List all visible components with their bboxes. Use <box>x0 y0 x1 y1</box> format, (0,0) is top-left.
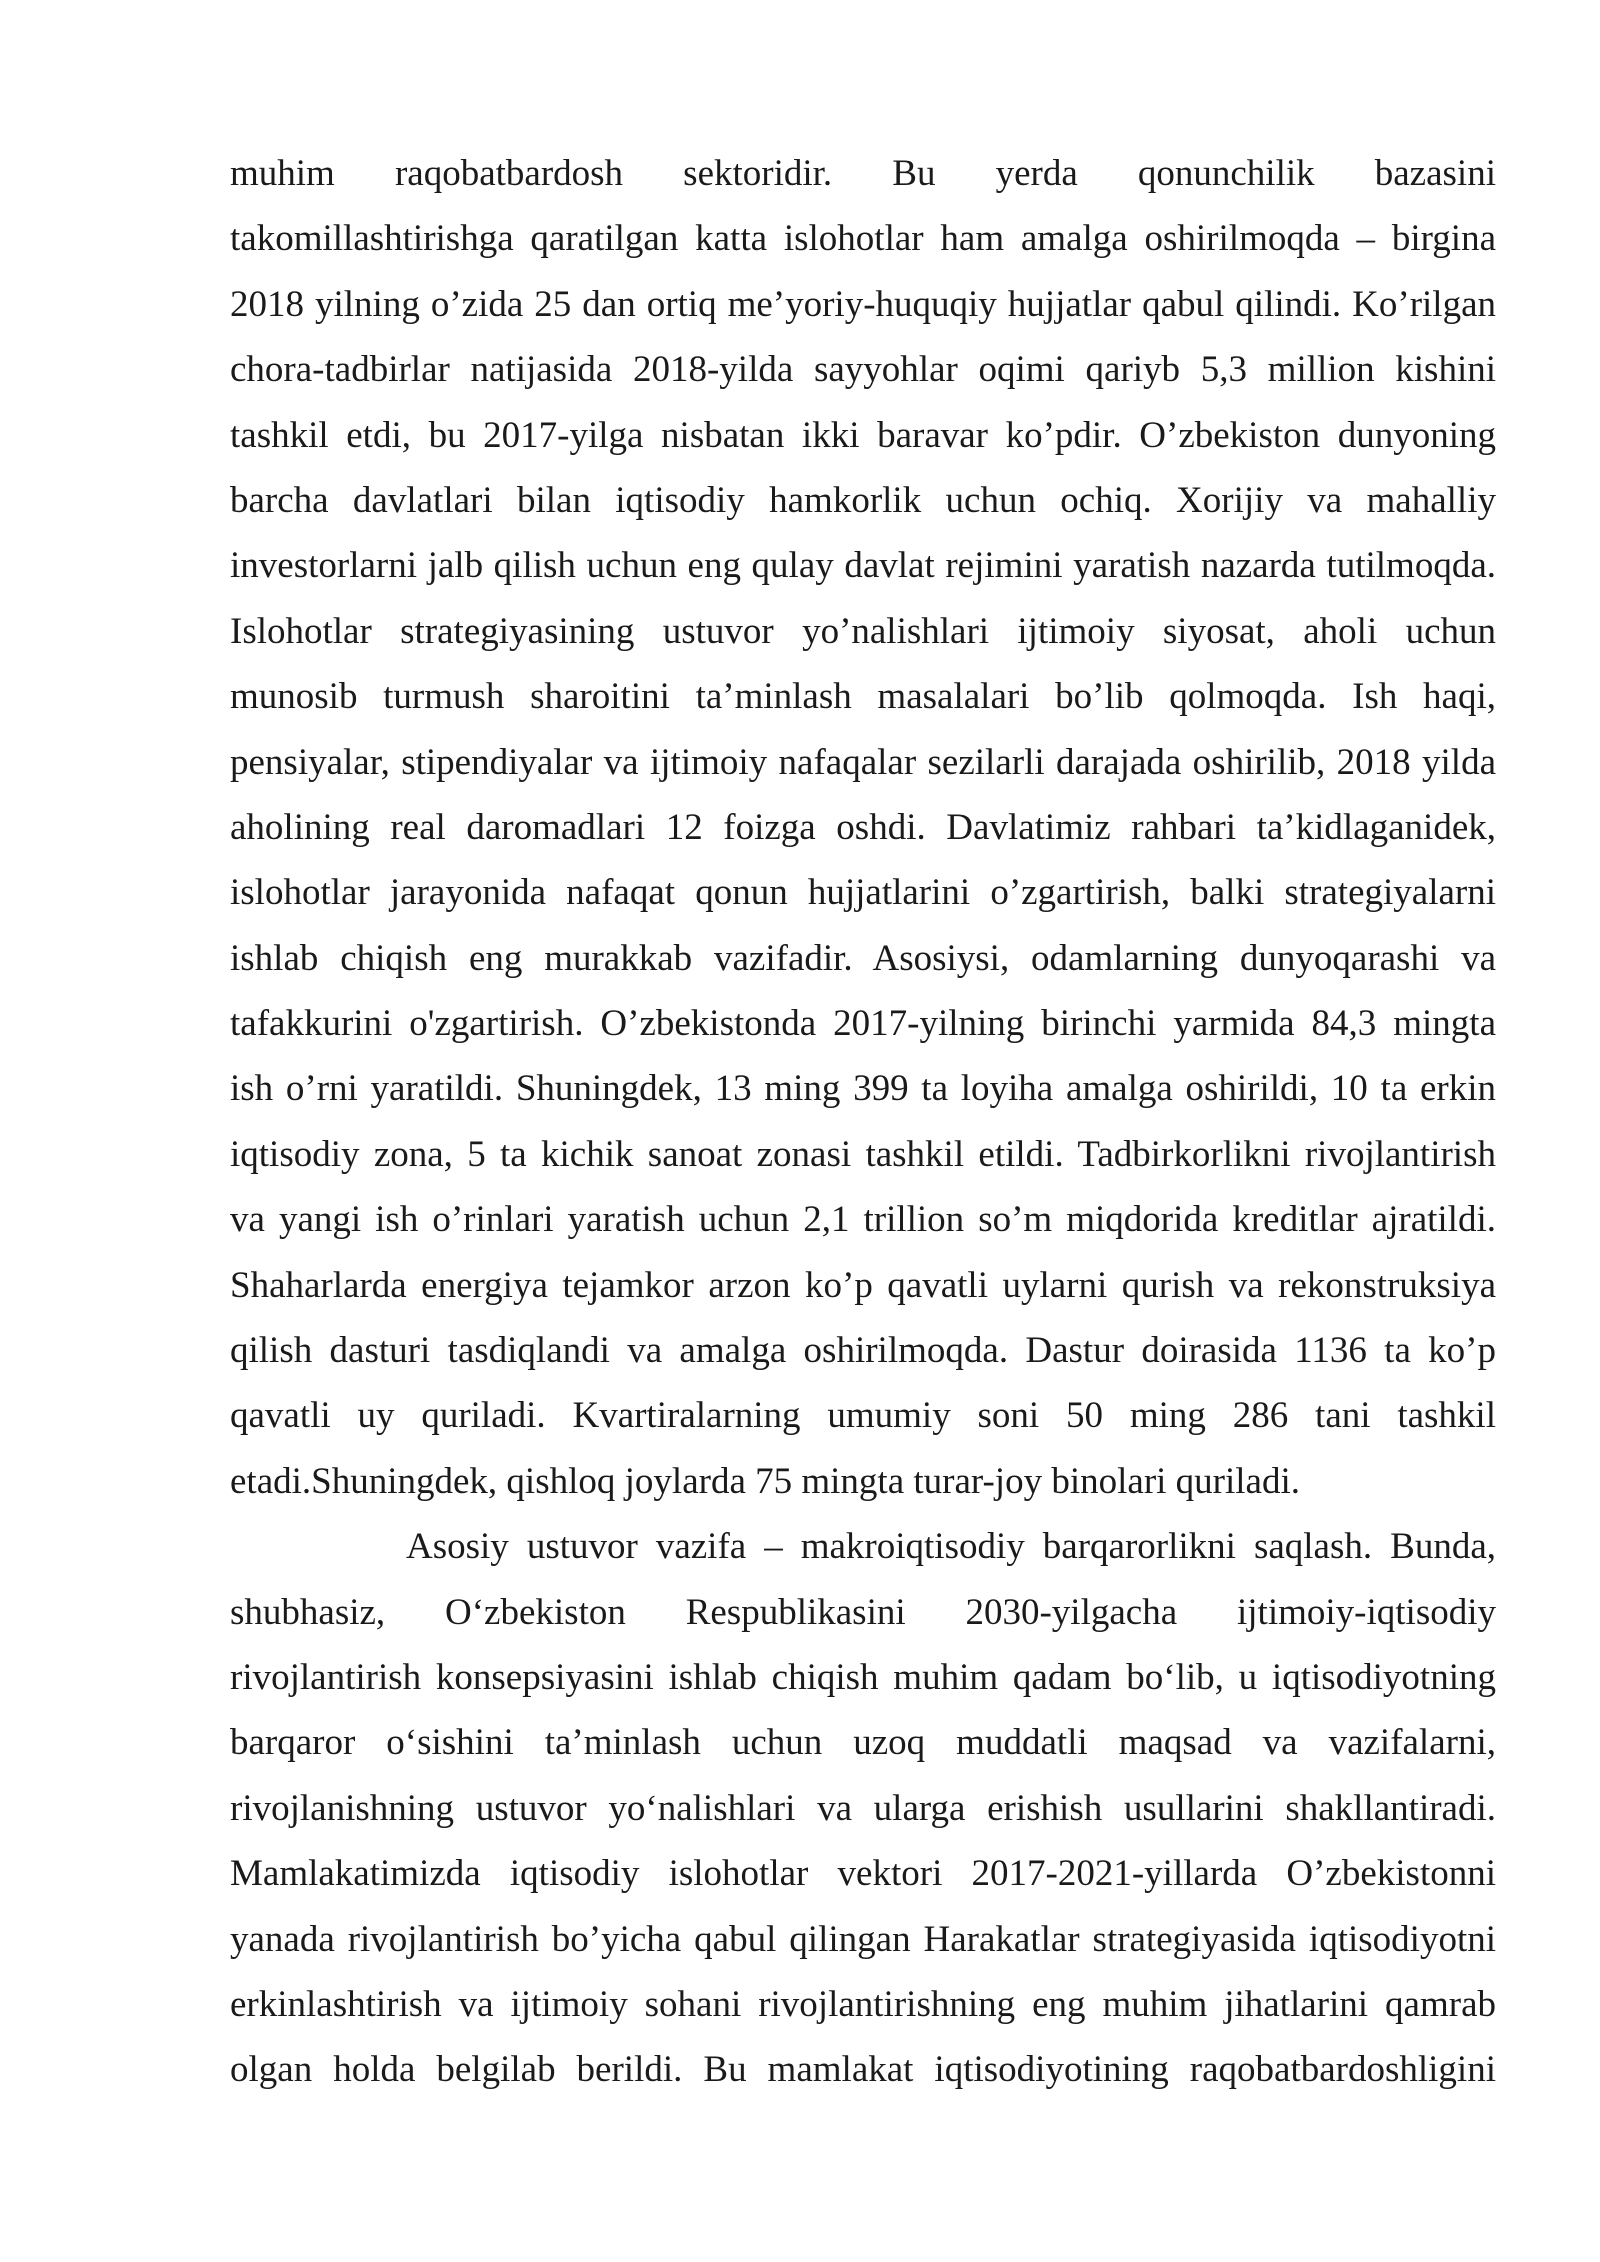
text-line: va yangi ish o’rinlari yaratish uchun 2,1 trillion so’m miqdorida kreditlar ajratildi. <box>230 1199 1496 1241</box>
text-line: investorlarni jalb qilish uchun eng qulay davlat rejimini yaratish nazarda tutilmoqda. <box>230 545 1496 587</box>
text-line: qilish dasturi tasdiqlandi va amalga oshirilmoqda. Dastur doirasida 1136 ta ko’p <box>230 1330 1496 1372</box>
text-line: yanada rivojlantirish bo’yicha qabul qilingan Harakatlar strategiyasida iqtisodiyotni <box>230 1918 1496 1960</box>
text-line: Islohotlar strategiyasining ustuvor yo’nalishlari ijtimoiy siyosat, aholi uchun <box>230 610 1496 652</box>
text-line: olgan holda belgilab berildi. Bu mamlakat iqtisodiyotining raqobatbardoshligini <box>230 2049 1496 2091</box>
text-line: Shaharlarda energiya tejamkor arzon ko’p qavatli uylarni qurish va rekonstruksiya <box>230 1264 1496 1306</box>
text-line: qavatli uy quriladi. Kvartiralarning umumiy soni 50 ming 286 tani tashkil <box>230 1395 1496 1437</box>
text-line: munosib turmush sharoitini ta’minlash masalalari bo’lib qolmoqda. Ish haqi, <box>230 676 1496 718</box>
text-line: iqtisodiy zona, 5 ta kichik sanoat zonasi tashkil etildi. Tadbirkorlikni rivojlantirish <box>230 1133 1496 1175</box>
text-line-indented: Asosiy ustuvor vazifa – makroiqtisodiy barqarorlikni saqlash. Bunda, <box>406 1526 1496 1568</box>
text-line: erkinlashtirish va ijtimoiy sohani rivojlantirishning eng muhim jihatlarini qamrab <box>230 1983 1496 2025</box>
paragraph-1 <box>230 141 1496 1514</box>
text-line-paragraph-end: etadi.Shuningdek, qishloq joylarda 75 mingta turar-joy binolari quriladi. <box>230 1460 1301 1502</box>
text-line: Mamlakatimizda iqtisodiy islohotlar vektori 2017-2021-yillarda O’zbekistonni <box>230 1853 1496 1895</box>
text-line: tafakkurini o'zgartirish. O’zbekistonda 2017-yilning birinchi yarmida 84,3 mingta <box>230 1003 1496 1045</box>
text-line: muhim raqobatbardosh sektoridir. Bu yerda qonunchilik bazasini <box>230 153 1496 194</box>
text-line: rivojlantirish konsepsiyasini ishlab chiqish muhim qadam bo‘lib, u iqtisodiyotning <box>230 1656 1496 1698</box>
text-line: barqaror o‘sishini ta’minlash uchun uzoq muddatli maqsad va vazifalarni, <box>230 1722 1496 1764</box>
text-line: ishlab chiqish eng murakkab vazifadir. Asosiysi, odamlarning dunyoqarashi va <box>230 937 1496 979</box>
paragraph-2 <box>230 1514 1496 2103</box>
text-line: islohotlar jarayonida nafaqat qonun hujjatlarini o’zgartirish, balki strategiyalarni <box>230 872 1496 914</box>
text-line: tashkil etdi, bu 2017-yilga nisbatan ikki baravar ko’pdir. O’zbekiston dunyoning <box>230 414 1496 456</box>
text-line: aholining real daromadlari 12 foizga oshdi. Davlatimiz rahbari ta’kidlaganidek, <box>230 806 1496 848</box>
document-body <box>230 141 1496 2103</box>
text-line: 2018 yilning o’zida 25 dan ortiq me’yoriy-huquqiy hujjatlar qabul qilindi. Ko’rilgan <box>230 283 1496 325</box>
text-line: barcha davlatlari bilan iqtisodiy hamkorlik uchun ochiq. Xorijiy va mahalliy <box>230 479 1496 521</box>
text-line: shubhasiz, O‘zbekiston Respublikasini 2030-yilgacha ijtimoiy-iqtisodiy <box>230 1591 1496 1633</box>
text-line: ish o’rni yaratildi. Shuningdek, 13 ming 399 ta loyiha amalga oshirildi, 10 ta erkin <box>230 1068 1496 1110</box>
text-line: rivojlanishning ustuvor yo‘nalishlari va ularga erishish usullarini shakllantiradi. <box>230 1787 1496 1829</box>
text-line: pensiyalar, stipendiyalar va ijtimoiy nafaqalar sezilarli darajada oshirilib, 2018 yilda <box>230 741 1496 783</box>
text-line: chora-tadbirlar natijasida 2018-yilda sayyohlar oqimi qariyb 5,3 million kishini <box>230 349 1496 391</box>
text-line: takomillashtirishga qaratilgan katta islohotlar ham amalga oshirilmoqda – birgina <box>230 218 1496 260</box>
